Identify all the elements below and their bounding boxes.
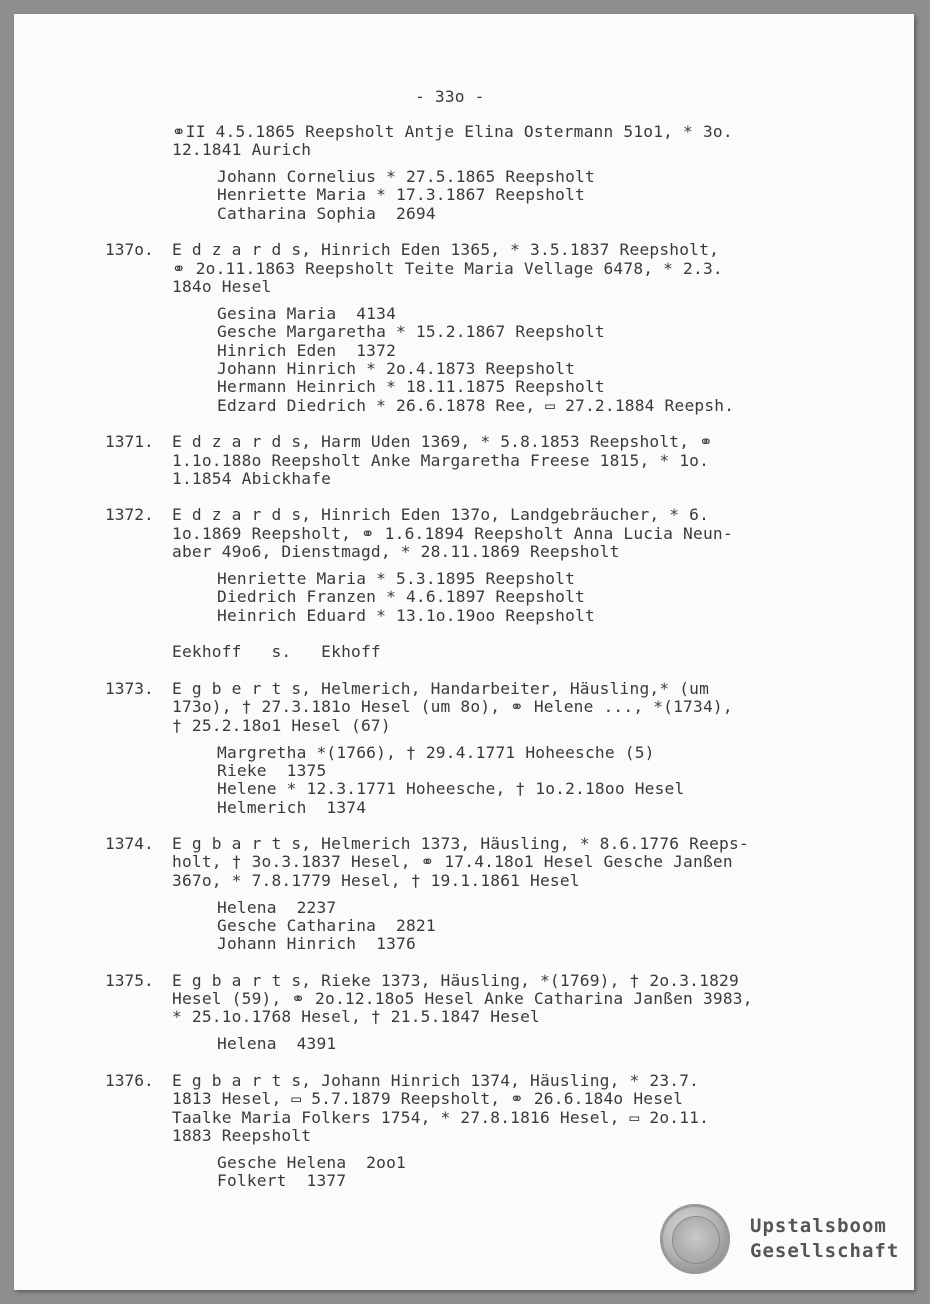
society-name	[750, 1214, 899, 1264]
child-line: Hinrich Eden 1372	[217, 341, 397, 360]
child-line: Johann Hinrich * 2o.4.1873 Reepsholt	[217, 359, 576, 378]
entry-heading-line: E d z a r d s, Harm Uden 1369, * 5.8.1853 Reepsholt, ⚭	[172, 432, 713, 451]
text-line: † 25.2.18o1 Hesel (67)	[172, 716, 391, 735]
child-line: Folkert 1377	[217, 1171, 347, 1190]
entry-heading-line: E g b a r t s, Rieke 1373, Häusling, *(1769), † 2o.3.1829	[172, 971, 739, 990]
child-line: Catharina Sophia 2694	[217, 204, 436, 223]
entry-heading-line: E g b a r t s, Helmerich 1373, Häusling, * 8.6.1776 Reeps-	[172, 834, 749, 853]
society-name-line2: Gesellschaft	[750, 1240, 900, 1262]
text-line: * 25.1o.1768 Hesel, † 21.5.1847 Hesel	[172, 1007, 540, 1026]
page-number: - 33o -	[415, 87, 485, 106]
child-line: Johann Cornelius * 27.5.1865 Reepsholt	[217, 167, 595, 186]
text-line: 1813 Hesel, ▭ 5.7.1879 Reepsholt, ⚭ 26.6.184o Hesel	[172, 1089, 684, 1108]
seal-emblem	[672, 1216, 720, 1264]
seal-icon	[660, 1204, 730, 1274]
child-line: Helene * 12.3.1771 Hoheesche, † 1o.2.18oo Hesel	[217, 779, 685, 798]
child-line: Rieke 1375	[217, 761, 327, 780]
text-line: 12.1841 Aurich	[172, 140, 312, 159]
text-line: 1883 Reepsholt	[172, 1126, 312, 1145]
entry-number: 1373.	[105, 679, 154, 698]
society-logo	[660, 1200, 910, 1276]
entry-number: 1372.	[105, 505, 154, 524]
entry-heading-line: E g b e r t s, Helmerich, Handarbeiter, Häusling,* (um	[172, 679, 710, 698]
child-line: Margretha *(1766), † 29.4.1771 Hoheesche (5)	[217, 743, 655, 762]
entry-number: 1374.	[105, 834, 154, 853]
text-line: 184o Hesel	[172, 277, 272, 296]
text-line: 367o, * 7.8.1779 Hesel, † 19.1.1861 Hesel	[172, 871, 580, 890]
text-line: Taalke Maria Folkers 1754, * 27.8.1816 Hesel, ▭ 2o.11.	[172, 1108, 710, 1127]
society-name-line1: Upstalsboom	[750, 1215, 887, 1237]
child-line: Gesina Maria 4134	[217, 304, 397, 323]
entry-heading-line: E d z a r d s, Hinrich Eden 1365, * 3.5.1837 Reepsholt,	[172, 240, 720, 259]
child-line: Hermann Heinrich * 18.11.1875 Reepsholt	[217, 377, 605, 396]
child-line: Gesche Helena 2oo1	[217, 1153, 406, 1172]
text-line: 1.1854 Abickhafe	[172, 469, 332, 488]
child-line: Helena 2237	[217, 898, 337, 917]
entry-number: 1376.	[105, 1071, 154, 1090]
entry-heading-line: E g b a r t s, Johann Hinrich 1374, Häusling, * 23.7.	[172, 1071, 700, 1090]
child-line: Henriette Maria * 17.3.1867 Reepsholt	[217, 185, 585, 204]
text-line: ⚭ 2o.11.1863 Reepsholt Teite Maria Vellage 6478, * 2.3.	[172, 259, 723, 278]
text-line: 1o.1869 Reepsholt, ⚭ 1.6.1894 Reepsholt Anna Lucia Neun-	[172, 524, 733, 543]
child-line: Henriette Maria * 5.3.1895 Reepsholt	[217, 569, 576, 588]
cross-reference-line: Eekhoff s. Ekhoff	[172, 642, 381, 661]
child-line: Diedrich Franzen * 4.6.1897 Reepsholt	[217, 587, 585, 606]
entry-heading-line: E d z a r d s, Hinrich Eden 137o, Landgebräucher, * 6.	[172, 505, 710, 524]
child-line: Gesche Catharina 2821	[217, 916, 436, 935]
child-line: Gesche Margaretha * 15.2.1867 Reepsholt	[217, 322, 605, 341]
child-line: Helmerich 1374	[217, 798, 367, 817]
text-line: Hesel (59), ⚭ 2o.12.18o5 Hesel Anke Catharina Janßen 3983,	[172, 989, 753, 1008]
child-line: Heinrich Eduard * 13.1o.19oo Reepsholt	[217, 606, 595, 625]
entry-number: 1375.	[105, 971, 154, 990]
child-line: Johann Hinrich 1376	[217, 934, 416, 953]
text-line: 173o), † 27.3.181o Hesel (um 8o), ⚭ Helene ..., *(1734),	[172, 697, 733, 716]
text-line: aber 49o6, Dienstmagd, * 28.11.1869 Reepsholt	[172, 542, 620, 561]
text-line: ⚭II 4.5.1865 Reepsholt Antje Elina Ostermann 51o1, * 3o.	[172, 122, 733, 141]
text-line: holt, † 3o.3.1837 Hesel, ⚭ 17.4.18o1 Hesel Gesche Janßen	[172, 852, 733, 871]
child-line: Edzard Diedrich * 26.6.1878 Ree, ▭ 27.2.1884 Reepsh.	[217, 396, 735, 415]
text-line: 1.1o.188o Reepsholt Anke Margaretha Freese 1815, * 1o.	[172, 451, 710, 470]
child-line: Helena 4391	[217, 1034, 337, 1053]
entry-number: 137o.	[105, 240, 154, 259]
entry-number: 1371.	[105, 432, 154, 451]
